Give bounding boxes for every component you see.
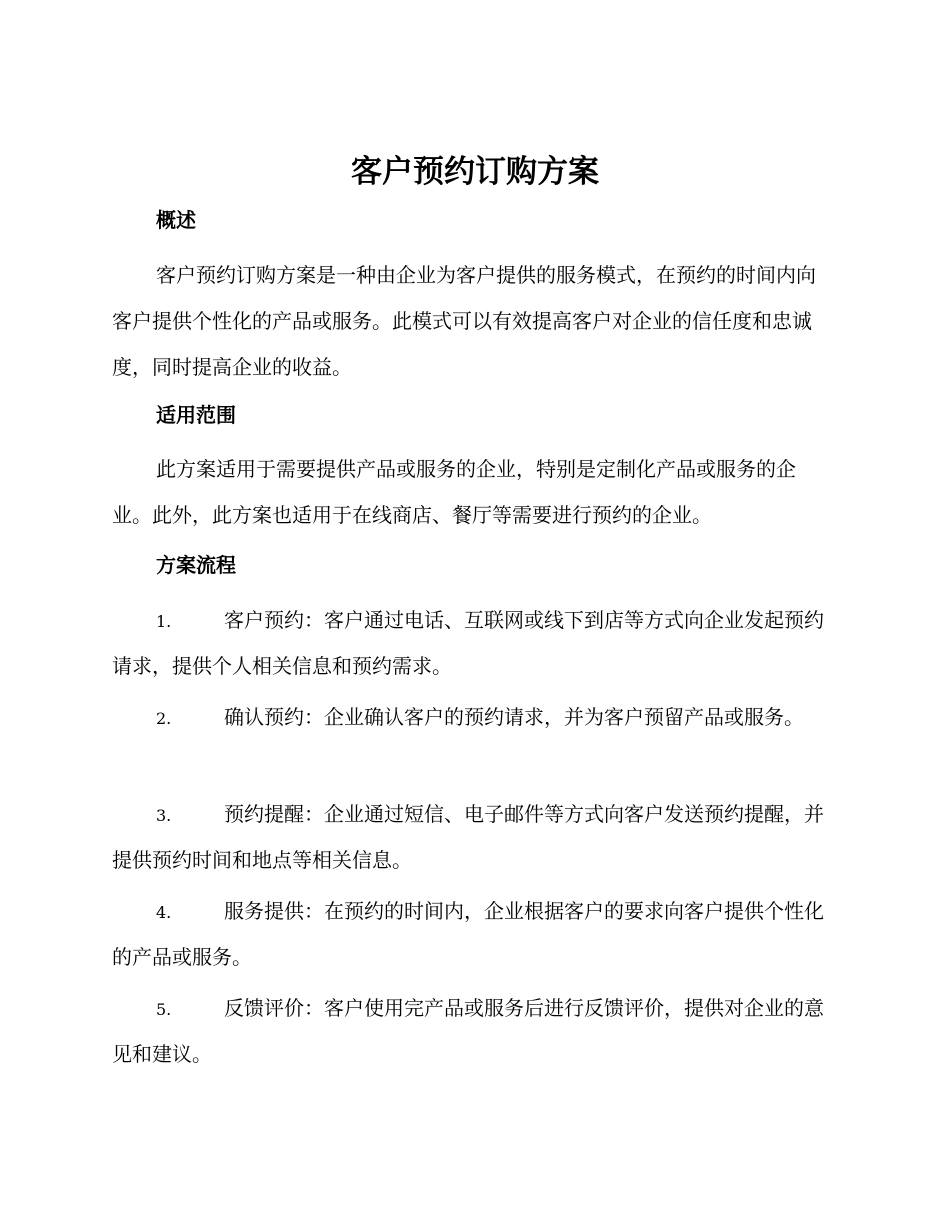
document-title: 客户预约订购方案 [351,154,599,190]
section-paragraph-overview: 客户预约订购方案是一种由企业为客户提供的服务模式，在预约的时间内向客户提供个性化的产品或服务。此模式可以有效提高客户对企业的信任度和忠诚度，同时提高企业的收益。 [112,263,816,379]
list-item [112,695,834,741]
section-heading-overview: 概述 [156,208,196,232]
list-item [112,986,834,1076]
list-item-number: 3. [156,806,172,825]
list-item-number: 1. [156,612,172,631]
list-item-text: 客户预约：客户通过电话、互联网或线下到店等方式向企业发起预约请求，提供个人相关信息和预约需求。 [112,608,824,678]
list-item-number: 5. [156,1000,172,1019]
section-heading-scope: 适用范围 [156,403,236,427]
list-item-text: 预约提醒：企业通过短信、电子邮件等方式向客户发送预约提醒，并提供预约时间和地点等相关信息。 [112,802,824,872]
list-item [112,792,834,882]
section-heading-process: 方案流程 [156,553,236,577]
list-item-text: 确认预约：企业确认客户的预约请求，并为客户预留产品或服务。 [224,705,804,729]
list-item [112,598,834,688]
list-item [112,889,834,979]
list-item-number: 4. [156,903,172,922]
list-item-text: 反馈评价：客户使用完产品或服务后进行反馈评价，提供对企业的意见和建议。 [112,996,824,1066]
list-item-text: 服务提供：在预约的时间内，企业根据客户的要求向客户提供个性化的产品或服务。 [112,899,824,969]
section-paragraph-scope: 此方案适用于需要提供产品或服务的企业，特别是定制化产品或服务的企业。此外，此方案也适用于在线商店、餐厅等需要进行预约的企业。 [112,457,796,527]
list-item-number: 2. [156,709,172,728]
